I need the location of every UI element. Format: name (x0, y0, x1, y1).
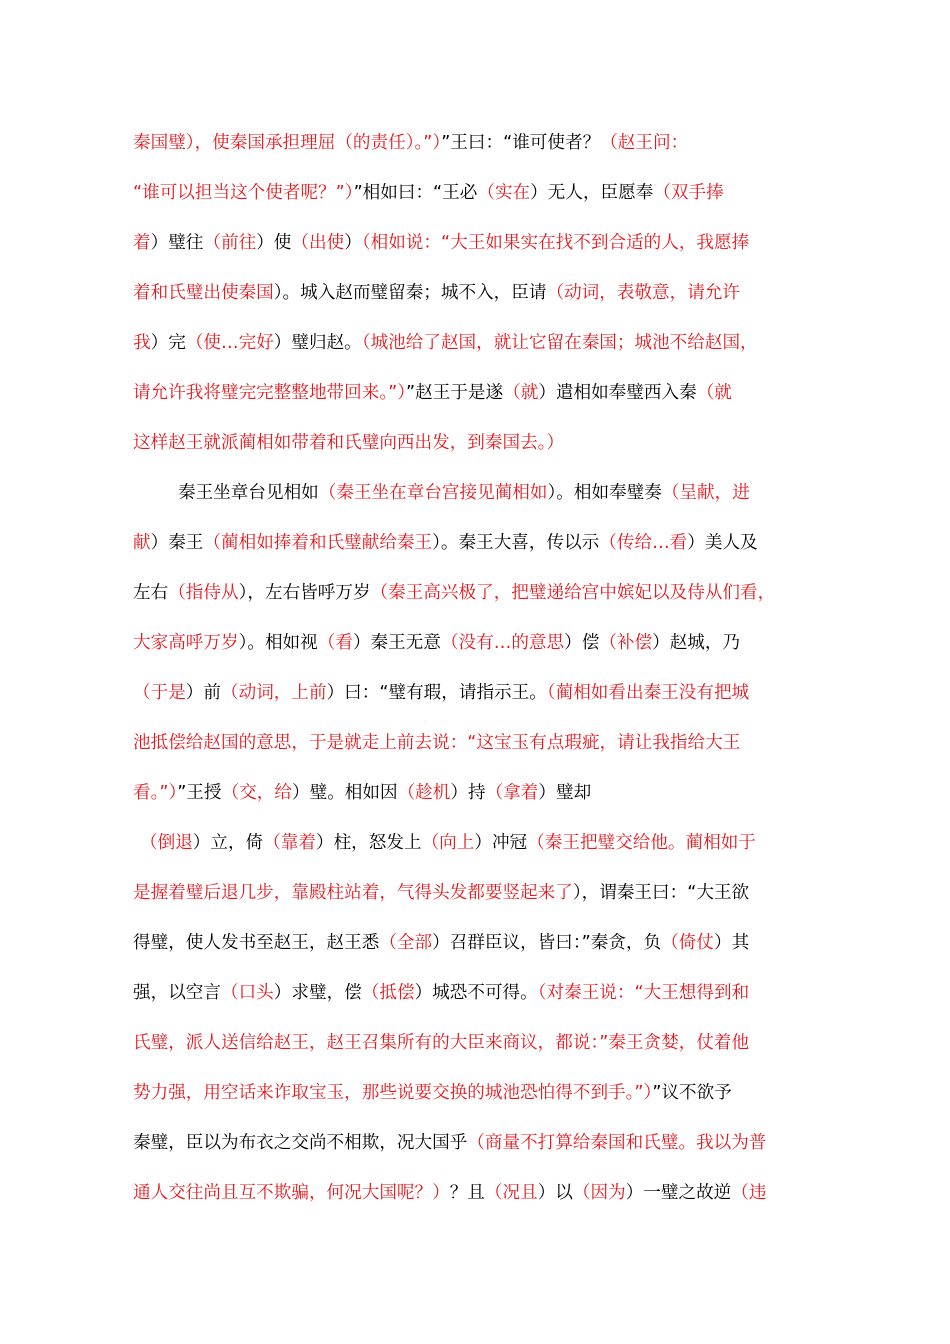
text-line (133, 718, 828, 768)
annotation-text: （向上 (421, 833, 475, 853)
text-line (133, 118, 828, 168)
annotation-text: “谁可以担当这个使者呢？”） (133, 183, 354, 203)
original-text: 得璧，使人发书至赵王，赵王悉 (133, 933, 380, 953)
original-text: ）前 (185, 683, 221, 703)
annotation-text: （靠着 (263, 833, 316, 853)
annotation-text: 氏璧，派人送信给赵王，赵王召集所有的大臣来商议，都说：”秦王贪婪，仗着他 (133, 1033, 750, 1053)
annotation-text: （赵王问： (600, 133, 689, 153)
original-text: ）使 (256, 233, 292, 253)
original-text: ”王曰：“谁可使者？ (441, 133, 601, 153)
original-text: ），谓秦王曰：“大王欲 (572, 883, 750, 903)
text-line (133, 768, 828, 818)
annotation-text: （因为 (572, 1183, 626, 1203)
annotation-text: （交，给 (221, 783, 292, 803)
original-text: ）秦王无意 (352, 633, 441, 653)
annotation-text: （指侍从 (168, 583, 239, 603)
original-text: ）持 (450, 783, 486, 803)
original-text: ”王授 (177, 783, 222, 803)
text-line (133, 218, 828, 268)
text-line (133, 868, 828, 918)
original-text: ）美人及 (687, 533, 758, 553)
original-text: 秦王坐章台见相如 (178, 483, 319, 503)
original-text: ）冲冠 (474, 833, 528, 853)
annotation-text: （拿着 (485, 783, 539, 803)
text-line (133, 468, 828, 518)
annotation-text: 我 (133, 333, 151, 353)
text-line (133, 618, 828, 668)
text-line (133, 1068, 828, 1118)
original-text: ”相如曰：“王必 (353, 183, 478, 203)
original-text: ）召群臣议，皆曰：”秦贪，负 (432, 933, 662, 953)
original-text: ）璧却 (538, 783, 592, 803)
original-text: ）。城入赵而璧留秦；城不入，臣请 (273, 283, 547, 303)
original-text: ）璧。相如因 (292, 783, 398, 803)
original-text: ）璧往 (150, 233, 204, 253)
annotation-text: （动词，上前 (221, 683, 327, 703)
original-text: ？且 (449, 1183, 485, 1203)
original-text: ）曰：“璧有瑕，请指示王。 (326, 683, 547, 703)
annotation-text: 池抵偿给赵国的意思，于是就走上前去说：“这宝玉有点瑕疵，请让我指给大王 (133, 733, 741, 753)
annotation-text: 献 (133, 533, 151, 553)
annotation-text: 大家高呼万岁 (133, 633, 239, 653)
text-line (133, 968, 828, 1018)
original-text: 左右 (133, 583, 169, 603)
annotation-text: （前往 (203, 233, 257, 253)
annotation-text: 请允许我将璧完完整整地带回来。”） (133, 383, 407, 403)
original-text: ）一璧之故逆 (625, 1183, 732, 1203)
text-line (133, 918, 828, 968)
annotation-text: （出使 (291, 233, 345, 253)
original-text: ）求璧，偿 (273, 983, 362, 1003)
paragraph (133, 118, 828, 468)
original-text: ）完 (150, 333, 186, 353)
annotation-text: （倒退 (140, 833, 193, 853)
annotation-text: （双手捧 (653, 183, 724, 203)
text-line (133, 268, 828, 318)
text-line (133, 668, 828, 718)
annotation-text: （呈献，进 (661, 483, 750, 503)
original-text: ”议不欲予 (652, 1083, 732, 1103)
annotation-text: （秦王坐在章台宫接见蔺相如 (318, 483, 548, 503)
annotation-text: （实在 (477, 183, 531, 203)
annotation-text: （况且 (484, 1183, 538, 1203)
annotation-text: （趁机 (397, 783, 451, 803)
annotation-text: （秦王高兴极了，把璧递给宫中嫔妃以及侍从们看， (370, 583, 776, 603)
text-line (133, 168, 828, 218)
original-text: ）璧归赵。 (273, 333, 362, 353)
document-page (133, 118, 828, 1218)
annotation-text: （传给…看 (599, 533, 688, 553)
annotation-text: 是握着璧后退几步，靠殿柱站着，气得头发都要竖起来了 (133, 883, 573, 903)
text-line (133, 418, 828, 468)
annotation-text: （看 (317, 633, 353, 653)
annotation-text: 这样赵王就派蔺相如带着和氏璧向西出发，到秦国去。） (133, 433, 565, 453)
text-line (133, 1018, 828, 1068)
text-line (133, 1168, 828, 1218)
original-text: ”赵王于是遂 (406, 383, 504, 403)
text-line (133, 368, 828, 418)
text-line (133, 568, 828, 618)
annotation-text: （口头 (220, 983, 274, 1003)
text-line (133, 518, 828, 568)
annotation-text: （于是 (133, 683, 186, 703)
annotation-text: （补偿 (599, 633, 653, 653)
annotation-text: （就 (696, 383, 732, 403)
paragraph (133, 468, 828, 1218)
original-text: ）。秦王大喜，传以示 (432, 533, 600, 553)
annotation-text: 看。”） (133, 783, 178, 803)
original-text: ）。相如视 (238, 633, 318, 653)
annotation-text: （商量不打算给秦国和氏璧。我以为普 (467, 1133, 767, 1153)
annotation-text: 着和氏璧出使秦国 (133, 283, 274, 303)
original-text: ）赵城，乃 (652, 633, 741, 653)
original-text: ）城恐不可得。 (414, 983, 538, 1003)
original-text: 强，以空言 (133, 983, 221, 1003)
original-text: ）遣相如奉璧西入秦 (538, 383, 697, 403)
annotation-text: 通人交往尚且互不欺骗，何况大国呢？） (133, 1183, 450, 1203)
annotation-text: 秦国璧），使秦国承担理屈（的责任）。”） (133, 133, 442, 153)
annotation-text: （就 (503, 383, 539, 403)
text-line (133, 318, 828, 368)
text-line (133, 818, 828, 868)
original-text: ）立，倚 (192, 833, 264, 853)
original-text: ）其 (713, 933, 750, 953)
annotation-text: （蔺相如捧着和氏璧献给秦王 (203, 533, 433, 553)
annotation-text: （违 (731, 1183, 767, 1203)
annotation-text: （动词，表敬意，请允许 (546, 283, 741, 303)
annotation-text: （对秦王说：“大王想得到和 (537, 983, 750, 1003)
annotation-text: （蔺相如看出秦王没有把城 (546, 683, 750, 703)
original-text: ），左右皆呼万岁 (238, 583, 371, 603)
annotation-text: （秦王把璧交给他。蔺相如于 (527, 833, 756, 853)
annotation-text: （没有…的意思 (440, 633, 565, 653)
annotation-text: （使…完好 (185, 333, 274, 353)
annotation-text: （抵偿 (361, 983, 415, 1003)
annotation-text: （相如说：“大王如果实在找不到合适的人，我愿捧 (361, 233, 750, 253)
text-line (133, 1118, 828, 1168)
original-text: ）秦王 (150, 533, 204, 553)
original-text: 秦璧，臣以为布衣之交尚不相欺，况大国乎 (133, 1133, 468, 1153)
annotation-text: （城池给了赵国，就让它留在秦国；城池不给赵国， (361, 333, 758, 353)
annotation-text: 着 (133, 233, 151, 253)
original-text: ） (344, 233, 362, 253)
original-text: ）以 (537, 1183, 573, 1203)
annotation-text: 势力强，用空话来诈取宝玉，那些说要交换的城池恐怕得不到手。”） (133, 1083, 653, 1103)
original-text: ）偿 (564, 633, 600, 653)
annotation-text: （全部 (379, 933, 433, 953)
original-text: ）无人，臣愿奉 (530, 183, 654, 203)
original-text: ）柱，怒发上 (315, 833, 422, 853)
annotation-text: （倚仗 (661, 933, 714, 953)
original-text: ）。相如奉璧奏 (547, 483, 662, 503)
